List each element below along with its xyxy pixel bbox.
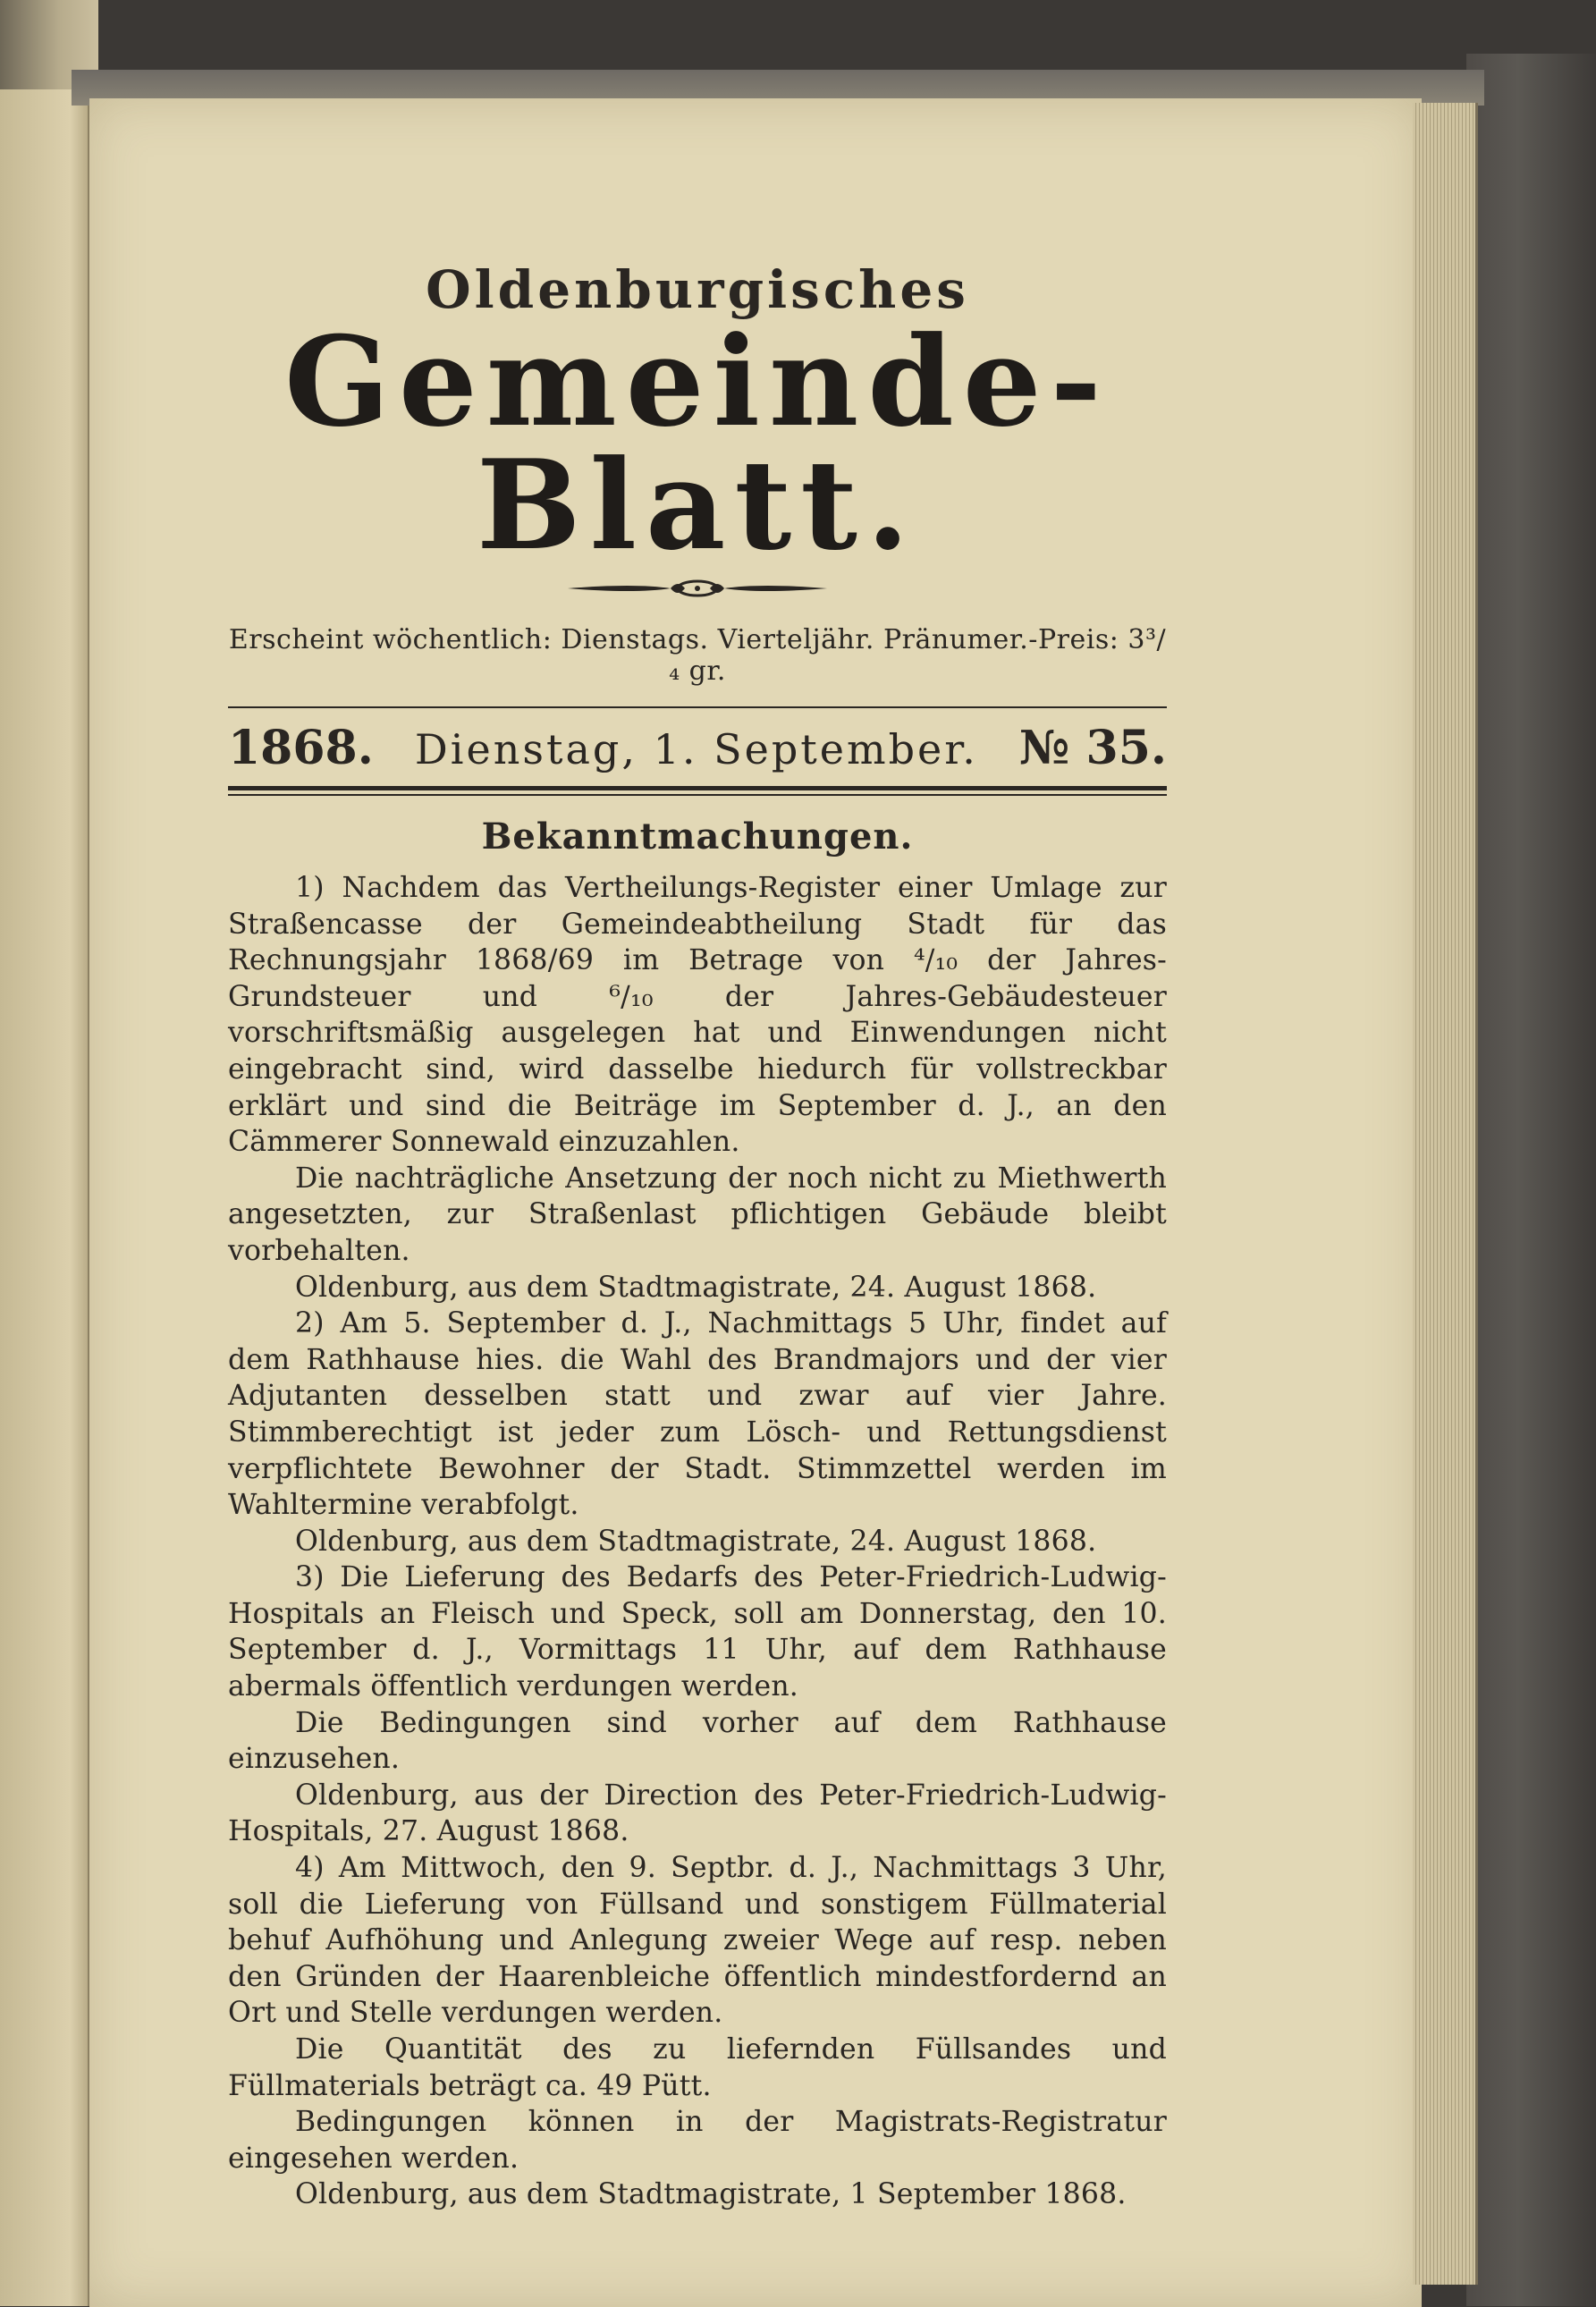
dateline xyxy=(228,721,1167,775)
paragraph: 1) Nachdem das Vertheilungs-Register einer Umlage zur Straßencasse der Gemeindeabtheilung Stadt für das Rechnungsjahr 1868/69 im Betrage von ⁴/₁₀ der Jahres-Grundsteuer und ⁶/₁₀ der Jahres-Gebäudesteuer vorschriftsmäßig ausgelegen hat und Einwendungen nicht eingebracht sind, wird dasselbe hiedurch für vollstreckbar erklärt und sind die Beiträge im September d. J., an den Cämmerer Sonnewald einzuzahlen. xyxy=(228,872,1167,1159)
page-stack-edges xyxy=(1413,103,1478,2285)
notices-body xyxy=(228,870,1167,2213)
paragraph: Oldenburg, aus der Direction des Peter-Friedrich-Ludwig-Hospitals, 27. August 1868. xyxy=(228,1779,1167,1848)
paragraph: Bedingungen können in der Magistrats-Registratur eingesehen werden. xyxy=(228,2106,1167,2175)
paragraph: 2) Am 5. September d. J., Nachmittags 5 Uhr, findet auf dem Rathhause hies. die Wahl des Brandmajors und der vier Adjutanten desselben statt und zwar auf vier Jahre. Stimmberechtigt ist jeder zum Lösch- und Rettungsdienst verpflichtete Bewohner der Stadt. Stimmzettel werden im Wahltermine verabfolgt. xyxy=(228,1307,1167,1522)
paragraph: Die nachträgliche Ansetzung der noch nicht zu Miethwerth angesetzten, zur Straßenlast pflichtigen Gebäude bleibt vorbehalten. xyxy=(228,1162,1167,1267)
page-content xyxy=(228,259,1167,2213)
publication-info: Erscheint wöchentlich: Dienstags. Vierteljähr. Pränumer.-Preis: 3³/₄ gr. xyxy=(228,624,1167,687)
paragraph: Oldenburg, aus dem Stadtmagistrate, 1 September 1868. xyxy=(295,2178,1127,2211)
paragraph: Oldenburg, aus dem Stadtmagistrate, 24. August 1868. xyxy=(295,1271,1097,1304)
masthead-title: Gemeinde-Blatt. xyxy=(284,308,1110,578)
book-cover-right xyxy=(1466,54,1596,2306)
paragraph: Die Bedingungen sind vorher auf dem Rathhause einzusehen. xyxy=(228,1706,1167,1776)
ornament-divider-icon xyxy=(228,578,1167,599)
paragraph: 3) Die Lieferung des Bedarfs des Peter-Friedrich-Ludwig-Hospitals an Fleisch und Speck, soll am Donnerstag, den 10. September d. J., Vormittags 11 Uhr, auf dem Rathhause abermals öffentlich verdungen werden. xyxy=(228,1561,1167,1703)
double-rule xyxy=(228,786,1167,796)
issue-date: Dienstag, 1. September. xyxy=(414,725,978,773)
top-rule xyxy=(228,706,1167,708)
paragraph: 4) Am Mittwoch, den 9. Septbr. d. J., Nachmittags 3 Uhr, soll die Lieferung von Füllsand und sonstigem Füllmaterial behuf Aufhöhung und Anlegung zweier Wege auf resp. neben den Gründen der Haarenbleiche öffentlich mindestfordernd an Ort und Stelle verdungen werden. xyxy=(228,1852,1167,2030)
issue-year: 1868. xyxy=(228,721,374,775)
paragraph: Oldenburg, aus dem Stadtmagistrate, 24. August 1868. xyxy=(295,1525,1097,1558)
section-title: Bekanntmachungen. xyxy=(481,815,914,858)
issue-number: № 35. xyxy=(1018,721,1167,775)
facing-page-edge xyxy=(0,89,89,2306)
paragraph: Die Quantität des zu liefernden Füllsandes und Füllmaterials beträgt ca. 49 Pütt. xyxy=(228,2033,1167,2102)
masthead-subtitle: Oldenburgisches xyxy=(426,259,969,320)
